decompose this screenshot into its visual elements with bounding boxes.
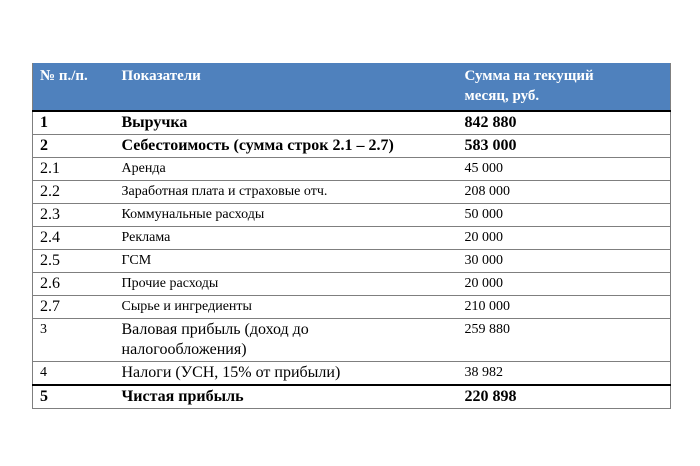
header-amount-line2: месяц, руб. [464,88,540,104]
table-row [33,227,671,250]
header-amount [458,63,671,111]
table-row [33,181,671,204]
row-label: Реклама [115,227,458,250]
row-num: 2 [33,135,115,158]
row-label: Заработная плата и страховые отч. [115,181,458,204]
row-value: 259 880 [458,319,671,362]
financial-table [32,63,671,409]
row-value: 38 982 [458,362,671,386]
table-row [33,135,671,158]
row-value: 20 000 [458,227,671,250]
header-amount-line1: Сумма на текущий [464,68,594,84]
row-label: Аренда [115,158,458,181]
row-value: 208 000 [458,181,671,204]
row-value: 210 000 [458,296,671,319]
table-row [33,362,671,386]
row-value: 20 000 [458,273,671,296]
row-label: Выручка [115,111,458,135]
row-num: 2.3 [33,204,115,227]
row-value: 30 000 [458,250,671,273]
table-row [33,385,671,409]
row-label: Чистая прибыль [115,385,458,409]
header-indicator: Показатели [121,68,201,84]
row-value: 583 000 [458,135,671,158]
row-label: ГСМ [115,250,458,273]
row-num: 2.6 [33,273,115,296]
table-header-row [33,63,671,111]
row-label: Коммунальные расходы [115,204,458,227]
row-num: 3 [33,319,115,362]
row-label: Прочие расходы [115,273,458,296]
table-row [33,204,671,227]
table-row [33,158,671,181]
row-num: 2.7 [33,296,115,319]
row-num: 2.2 [33,181,115,204]
row-value: 842 880 [458,111,671,135]
table-row [33,319,671,362]
row-num: 2.4 [33,227,115,250]
table-row [33,296,671,319]
row-label: Сырье и ингредиенты [115,296,458,319]
row-label-line1: Валовая прибыль (доход до [121,321,309,338]
row-value: 45 000 [458,158,671,181]
table-row [33,273,671,296]
row-label: Налоги (УСН, 15% от прибыли) [115,362,458,386]
row-value: 220 898 [458,385,671,409]
row-num: 1 [33,111,115,135]
row-value: 50 000 [458,204,671,227]
row-num: 2.5 [33,250,115,273]
row-num: 2.1 [33,158,115,181]
header-num: № п./п. [40,68,88,84]
table-row [33,111,671,135]
row-num: 5 [33,385,115,409]
row-label: Себестоимость (сумма строк 2.1 – 2.7) [115,135,458,158]
row-label-line2: налогообложения) [121,341,247,358]
financial-table-container [32,63,670,409]
table-row [33,250,671,273]
row-num: 4 [33,362,115,386]
row-label [115,319,458,362]
